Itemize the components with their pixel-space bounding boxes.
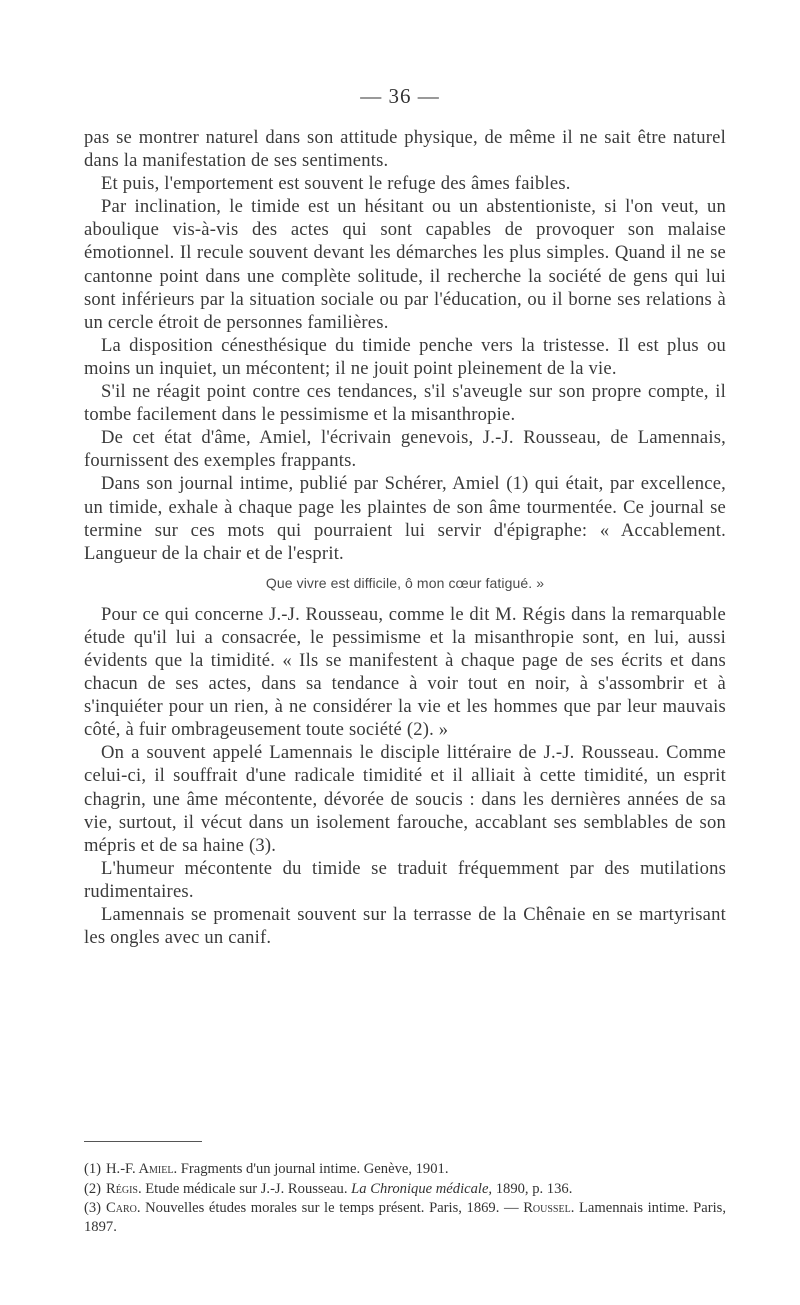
footnote-author: H.-F. Amiel. [106,1161,178,1177]
paragraph-5: S'il ne réagit point contre ces tendances, s'il s'aveugle sur son propre compte, il tombe facilement dans le pessimisme et la misanthropie. [84,381,726,426]
footnote-author: Roussel. [523,1200,575,1217]
footnote-journal-title: La Chronique médicale, [351,1180,493,1197]
body-text [84,126,726,949]
paragraph-9: On a souvent appelé Lamennais le disciple littéraire de J.-J. Rousseau. Comme celui-ci, il souffrait d'une radicale timidité et il alliait à cette timidité, un esprit chagrin, une âme mécontente, dévorée de soucis : dans les dernières années de sa vie, surtout, il vécut dans un isolement farouche, accablant ses semblables de son mépris et de sa haine (3). [84,742,726,856]
footnote-author: Caro. [106,1200,141,1217]
paragraph-8: Pour ce qui concerne J.-J. Rousseau, comme le dit M. Régis dans la remarquable étude qu'il lui a consacrée, le pessimisme et la misanthropie sont, en lui, aussi évidents que la timidité. « Ils se manifestent à chaque page de ses écrits et dans chacun de ses actes, dans sa tendance à voir tout en noir, à s'assombrir et à s'inquiéter pour un rien, à ne considérer la vie et les hommes que par leur mauvais côté, à fuir ombrageusement toute société (2). » [84,603,726,741]
paragraph-6: De cet état d'âme, Amiel, l'écrivain genevois, J.-J. Rousseau, de Lamennais, fournissent des exemples frappants. [84,427,726,472]
footnote-text: Nouvelles études morales sur le temps présent. Paris, 1869. — [140,1200,524,1217]
paragraph-4: La disposition cénesthésique du timide penche vers la tristesse. Il est plus ou moins un inquiet, un mécontent; il ne jouit point pleinement de la vie. [84,334,726,379]
footnotes [84,1160,726,1237]
paragraph-1: pas se montrer naturel dans son attitude physique, de même il ne sait être naturel dans la manifestation de ses sentiments. [84,127,726,172]
footnote-2 [84,1180,726,1199]
footnote-number: (3) [84,1200,102,1217]
footnote-author: Régis. [106,1180,142,1197]
footnote-1 [84,1160,726,1179]
block-quote: Que vivre est difficile, ô mon cœur fatigué. » [265,574,545,591]
page-number: — 36 — [360,84,440,108]
footnote-text: Etude médicale sur J.-J. Rousseau. [141,1180,352,1197]
paragraph-10: L'humeur mécontente du timide se traduit fréquemment par des mutilations rudimentaires. [84,857,726,902]
footnote-divider [84,1141,202,1142]
footnote-3 [84,1199,726,1236]
paragraph-2: Et puis, l'emportement est souvent le refuge des âmes faibles. [101,173,571,195]
footnote-number: (2) [84,1180,102,1197]
paragraph-11: Lamennais se promenait souvent sur la terrasse de la Chênaie en se martyrisant les ongles avec un canif. [84,904,726,949]
paragraph-3: Par inclination, le timide est un hésitant ou un abstentioniste, si l'on veut, un aboulique vis-à-vis des actes qui sont capables de provoquer son malaise émotionnel. Il recule souvent devant les démarches les plus simples. Quand il ne se cantonne point dans une complète solitude, il recherche la société de gens qui lui sont inférieurs par la situation sociale ou par l'éducation, ou il borne ses relations à un cercle étroit de personnes familières. [84,196,726,333]
footnote-text: 1890, p. 136. [492,1180,573,1197]
footnote-text: Lamennais intime. Paris, 1897. [84,1200,726,1235]
footnote-text: Fragments d'un journal intime. Genève, 1901. [177,1161,449,1177]
paragraph-7: Dans son journal intime, publié par Schérer, Amiel (1) qui était, par excellence, un timide, exhale à chaque page les plaintes de son âme tourmentée. Ce journal se termine sur ces mots qui pourraient lui servir d'épigraphe: « Accablement. Langueur de la chair et de l'esprit. [84,473,726,564]
footnote-number: (1) [84,1161,102,1177]
